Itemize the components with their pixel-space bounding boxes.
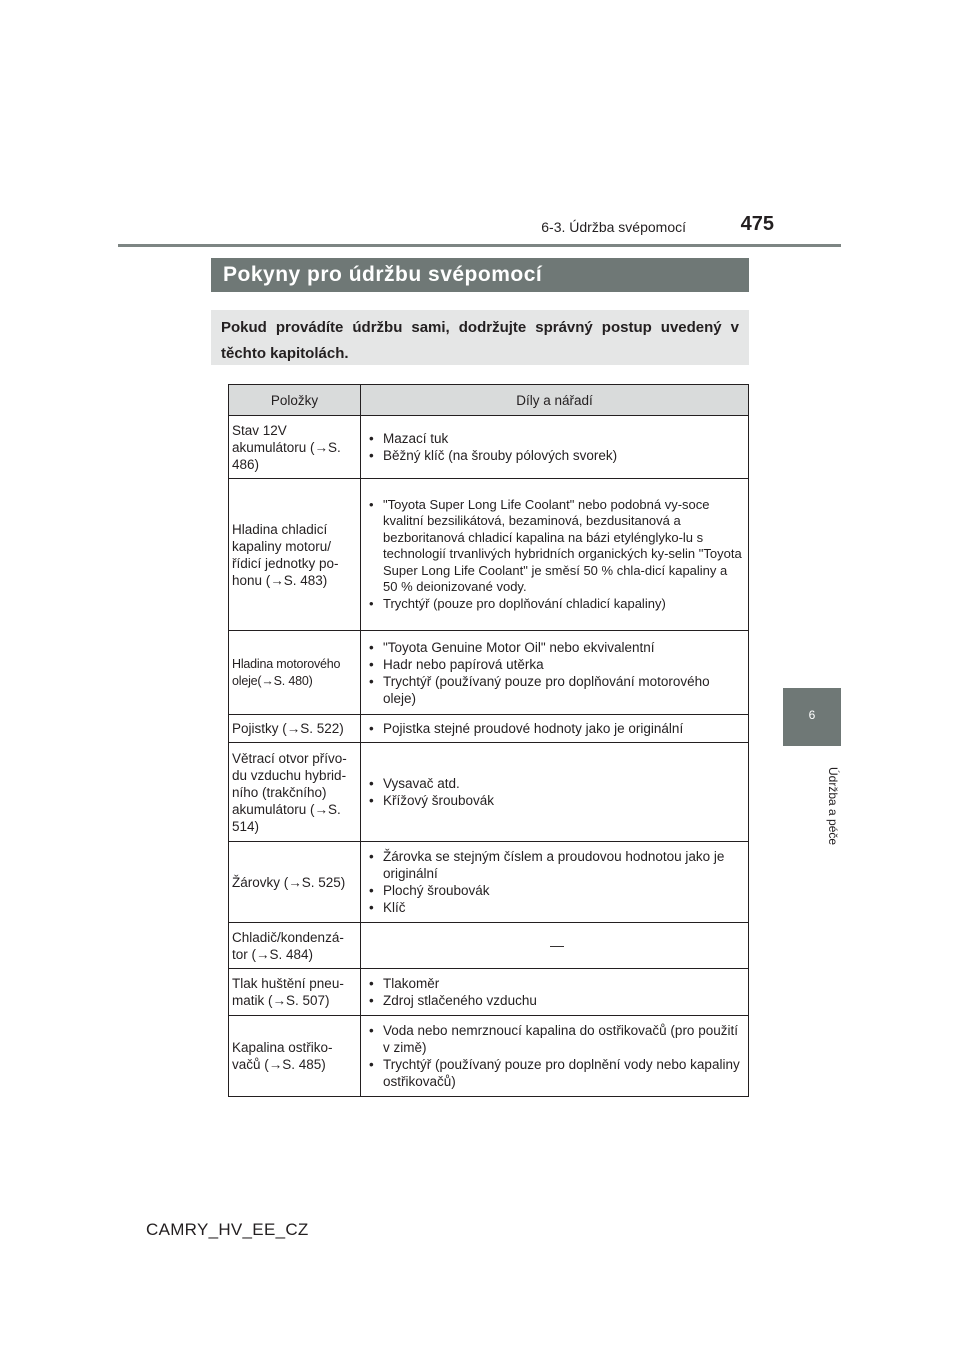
list-item: • Trychtýř (používaný pouze pro doplnění vody nebo kapaliny ostřikovačů) [369, 1056, 745, 1090]
row-tools [361, 743, 749, 842]
row-item: Chladič/kondenzá-tor (→S. 484) [229, 923, 361, 969]
table-header-row [229, 385, 749, 416]
header-divider [118, 244, 841, 247]
row-item: Pojistky (→S. 522) [229, 715, 361, 743]
row-tools [361, 1016, 749, 1097]
page-title: Pokyny pro údržbu svépomocí [211, 258, 749, 292]
list-item: • Mazací tuk [369, 430, 745, 447]
row-tools [361, 479, 749, 631]
row-item: Hladina chladicí kapaliny motoru/ řídicí jednotky po-honu (→S. 483) [229, 479, 361, 631]
row-item: Větrací otvor přívo-du vzduchu hybrid-ního (trakčního) akumulátoru (→S. 514) [229, 743, 361, 842]
list-item: • Vysavač atd. [369, 775, 745, 792]
row-item: Hladina motorového oleje(→S. 480) [229, 631, 361, 715]
list-item: • Pojistka stejné proudové hodnoty jako je originální [369, 720, 745, 737]
row-tools [361, 842, 749, 923]
list-item: • Trychtýř (používaný pouze pro doplňování motorového oleje) [369, 673, 745, 707]
table-row [229, 479, 749, 631]
list-item: • Voda nebo nemrznoucí kapalina do ostřikovačů (pro použití v zimě) [369, 1022, 745, 1056]
table-row [229, 715, 749, 743]
list-item: • Hadr nebo papírová utěrka [369, 656, 745, 673]
row-item: Tlak huštění pneu-matik (→S. 507) [229, 969, 361, 1016]
section-title: 6-3. Údržba svépomocí [541, 219, 686, 235]
table-row [229, 416, 749, 479]
table-row [229, 743, 749, 842]
table-row [229, 842, 749, 923]
row-item: Žárovky (→S. 525) [229, 842, 361, 923]
chapter-label-text: Údržba a péče [826, 766, 840, 846]
list-item: • Žárovka se stejným číslem a proudovou hodnotou jako je originální [369, 848, 745, 882]
row-tools [361, 416, 749, 479]
maintenance-table [228, 384, 749, 1097]
row-item: Stav 12V akumulátoru (→S. 486) [229, 416, 361, 479]
header-tools: Díly a nářadí [361, 385, 749, 416]
document-code: CAMRY_HV_EE_CZ [146, 1220, 309, 1239]
table-row [229, 969, 749, 1016]
intro-text: Pokud provádíte údržbu sami, dodržujte správný postup uvedený v těchto kapitolách. [211, 310, 749, 365]
page-number: 475 [740, 213, 774, 235]
list-item: • Běžný klíč (na šrouby pólových svorek) [369, 447, 745, 464]
list-item: • Křížový šroubovák [369, 792, 745, 809]
list-item: • Zdroj stlačeného vzduchu [369, 992, 745, 1009]
chapter-tab: 6 [783, 688, 841, 746]
list-item: • "Toyota Super Long Life Coolant" nebo podobná vy-soce kvalitní bezsilikátová, bezaminová, bezdusitanová a bezboritanová chladicí kapalina na bázi etylénglyko-lu s technologií trvanlivých hybridních organických ky-selin "Toyota Super Long Life Coolant" je směsí 50 % chla-dicí kapaliny a 50 % deionizované vody. [369, 497, 745, 596]
list-item: • Tlakoměr [369, 975, 745, 992]
row-item: Kapalina ostřiko-vačů (→S. 485) [229, 1016, 361, 1097]
row-tools [361, 631, 749, 715]
table-row [229, 631, 749, 715]
chapter-label [784, 756, 840, 856]
list-item: • Trychtýř (pouze pro doplňování chladicí kapaliny) [369, 596, 745, 613]
row-tools-empty: — [361, 923, 749, 969]
row-tools [361, 715, 749, 743]
table-row [229, 1016, 749, 1097]
row-tools [361, 969, 749, 1016]
list-item: • Klíč [369, 899, 745, 916]
table-row [229, 923, 749, 969]
header-items: Položky [229, 385, 361, 416]
list-item: • "Toyota Genuine Motor Oil" nebo ekvivalentní [369, 639, 745, 656]
list-item: • Plochý šroubovák [369, 882, 745, 899]
